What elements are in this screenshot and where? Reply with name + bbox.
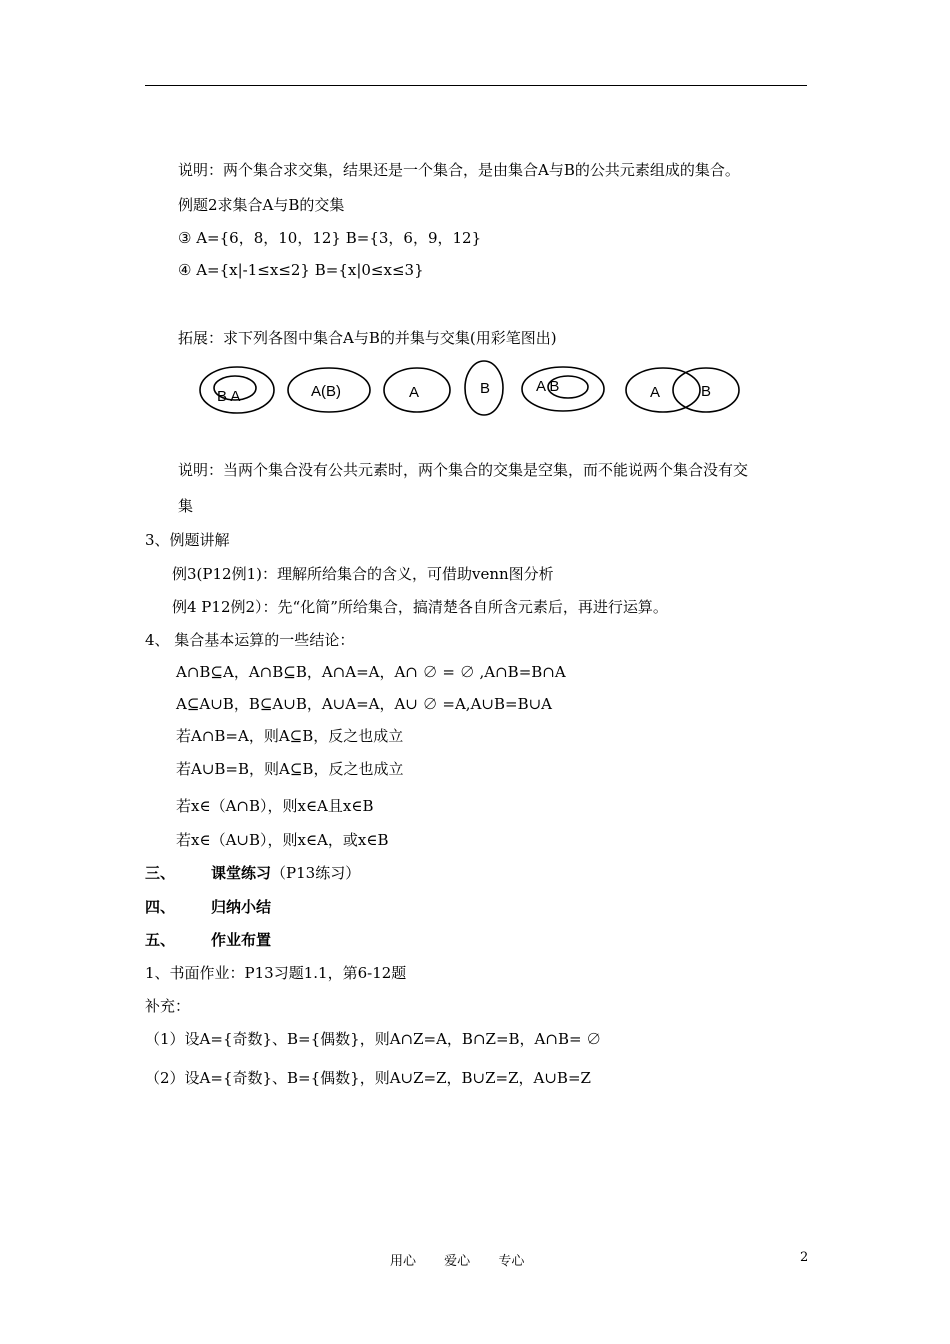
note-empty-set-cont: 集 bbox=[178, 497, 194, 515]
venn-3-label-a: A bbox=[409, 384, 420, 401]
venn-b-in-a bbox=[200, 367, 274, 413]
venn-2-label: A(B) bbox=[311, 383, 341, 400]
conclusion-2: A⊆A∪B，B⊆A∪B，A∪A=A，A∪ ∅ =A,A∪B=B∪A bbox=[176, 695, 552, 713]
venn-3-label-b: B bbox=[480, 380, 491, 397]
section-3-heading: 3、例题讲解 bbox=[145, 531, 230, 549]
supplement-2: （2）设A={奇数}、B={偶数}，则A∪Z=Z，B∪Z=Z，A∪B=Z bbox=[145, 1069, 591, 1087]
conclusion-5: 若x∈（A∩B），则x∈A且x∈B bbox=[176, 797, 374, 815]
venn-a-equals-b bbox=[288, 368, 370, 412]
venn-5-label-a: A bbox=[650, 384, 661, 401]
section-summary-num: 四、 bbox=[145, 898, 176, 916]
section-homework-title: 作业布置 bbox=[211, 931, 272, 949]
example2-item3: ③ A={6，8，10，12} B={3，6，9，12} bbox=[178, 229, 482, 247]
footer-word-1: 用心 bbox=[390, 1254, 417, 1269]
section-homework bbox=[145, 930, 271, 950]
section-practice bbox=[145, 863, 360, 883]
page-number: 2 bbox=[800, 1250, 809, 1265]
section-summary-title: 归纳小结 bbox=[211, 898, 272, 916]
conclusion-3: 若A∩B=A，则A⊆B，反之也成立 bbox=[176, 727, 404, 745]
section-practice-extra: （P13练习） bbox=[271, 864, 361, 882]
note-empty-set: 说明：当两个集合没有公共元素时，两个集合的交集是空集，而不能说两个集合没有交 bbox=[178, 461, 749, 479]
conclusion-4: 若A∪B=B，则A⊆B，反之也成立 bbox=[176, 760, 404, 778]
venn-overlap bbox=[626, 368, 739, 412]
venn-diagrams bbox=[195, 358, 755, 420]
footer-word-3: 专心 bbox=[498, 1254, 525, 1269]
example2-item4: ④ A={x|-1≤x≤2} B={x|0≤x≤3} bbox=[178, 261, 424, 279]
example4: 例4 P12例2）：先“化简”所给集合，搞清楚各自所含元素后，再进行运算。 bbox=[172, 598, 668, 616]
venn-a-in-b bbox=[522, 367, 604, 411]
conclusion-1: A∩B⊆A，A∩B⊆B，A∩A=A，A∩ ∅ = ∅ ,A∩B=B∩A bbox=[176, 663, 566, 681]
section-4-heading: 4、 集合基本运算的一些结论： bbox=[145, 631, 355, 649]
section-practice-title: 课堂练习 bbox=[211, 864, 272, 882]
venn-disjoint bbox=[384, 361, 503, 415]
venn-1-label: B A bbox=[217, 388, 241, 405]
example3: 例3(P12例1)：理解所给集合的含义，可借助venn图分析 bbox=[172, 565, 554, 583]
footer-word-2: 爱心 bbox=[444, 1254, 471, 1269]
venn-4-label: A B bbox=[536, 378, 560, 395]
extension-prompt: 拓展：求下列各图中集合A与B的并集与交集(用彩笔图出) bbox=[178, 329, 557, 347]
section-practice-num: 三、 bbox=[145, 864, 176, 882]
section-summary bbox=[145, 897, 271, 917]
supplement-1: （1）设A={奇数}、B={偶数}，则A∩Z=A，B∩Z=B，A∩B= ∅ bbox=[145, 1030, 602, 1048]
conclusion-6: 若x∈（A∪B），则x∈A，或x∈B bbox=[176, 831, 389, 849]
header-rule bbox=[145, 85, 807, 86]
venn-5-label-b: B bbox=[701, 383, 712, 400]
supplement-label: 补充： bbox=[145, 997, 191, 1015]
example2-title: 例题2求集合A与B的交集 bbox=[178, 196, 345, 214]
homework-written: 1、书面作业：P13习题1.1，第6-12题 bbox=[145, 964, 407, 982]
page-footer bbox=[390, 1250, 548, 1269]
section-homework-num: 五、 bbox=[145, 931, 176, 949]
note-intersection: 说明：两个集合求交集，结果还是一个集合，是由集合A与B的公共元素组成的集合。 bbox=[178, 161, 740, 179]
